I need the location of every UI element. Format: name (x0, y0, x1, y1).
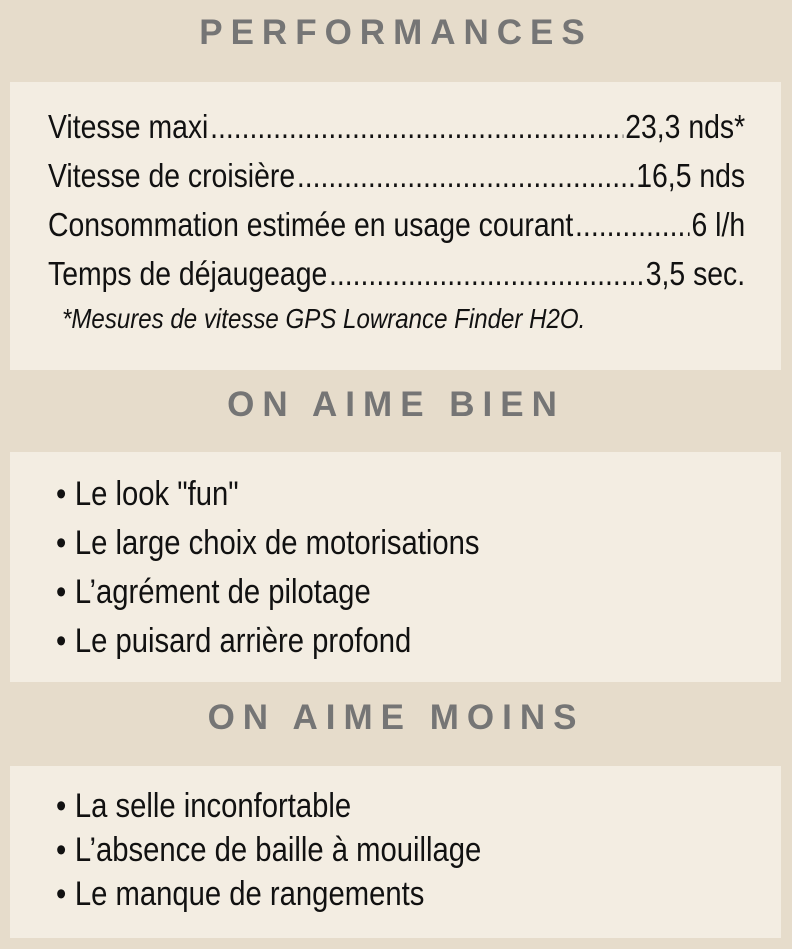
list-item-text: La selle inconfortable (74, 787, 352, 825)
spec-value: 6 l/h (691, 206, 746, 243)
list-item-text: Le look "fun" (74, 475, 239, 513)
spec-row-cruise-speed (48, 151, 745, 200)
likes-title: ON AIME BIEN (227, 385, 565, 424)
spec-value: 3,5 sec. (645, 255, 746, 292)
bullet-icon: • (56, 831, 67, 869)
spec-row-planing-time (48, 249, 745, 298)
likes-panel (10, 452, 781, 682)
list-item (56, 470, 662, 519)
list-item (56, 617, 662, 666)
spec-row-consumption (48, 200, 745, 249)
bullet-icon: • (56, 875, 67, 913)
spec-label: Vitesse de croisière (48, 157, 296, 194)
list-item (56, 828, 662, 872)
dot-leader (210, 102, 623, 151)
list-item (56, 568, 662, 617)
list-item-text: L’agrément de pilotage (74, 573, 371, 611)
list-item-text: Le manque de rangements (74, 875, 425, 913)
dislikes-panel (10, 766, 781, 938)
dot-leader (329, 249, 644, 298)
dot-leader (575, 200, 690, 249)
bullet-icon: • (56, 787, 67, 825)
list-item (56, 784, 662, 828)
bullet-icon: • (56, 475, 67, 513)
performances-title: PERFORMANCES (199, 13, 593, 52)
performances-panel (10, 82, 781, 370)
likes-list (56, 470, 761, 666)
spec-value: 23,3 nds* (625, 108, 746, 145)
list-item (56, 519, 662, 568)
spec-row-max-speed (48, 102, 745, 151)
list-item-text: L’absence de baille à mouillage (74, 831, 482, 869)
dislikes-list (56, 784, 761, 916)
spec-value: 16,5 nds (636, 157, 746, 194)
list-item (56, 872, 662, 916)
bullet-icon: • (56, 524, 67, 562)
spec-label: Temps de déjaugeage (48, 255, 328, 292)
dot-leader (297, 151, 635, 200)
spec-label: Consommation estimée en usage courant (48, 206, 574, 243)
dislikes-title: ON AIME MOINS (207, 698, 585, 737)
list-item-text: Le puisard arrière profond (74, 622, 412, 660)
bullet-icon: • (56, 622, 67, 660)
footnote: *Mesures de vitesse GPS Lowrance Finder H2O. (62, 303, 586, 334)
bullet-icon: • (56, 573, 67, 611)
list-item-text: Le large choix de motorisations (74, 524, 480, 562)
spec-label: Vitesse maxi (48, 108, 209, 145)
